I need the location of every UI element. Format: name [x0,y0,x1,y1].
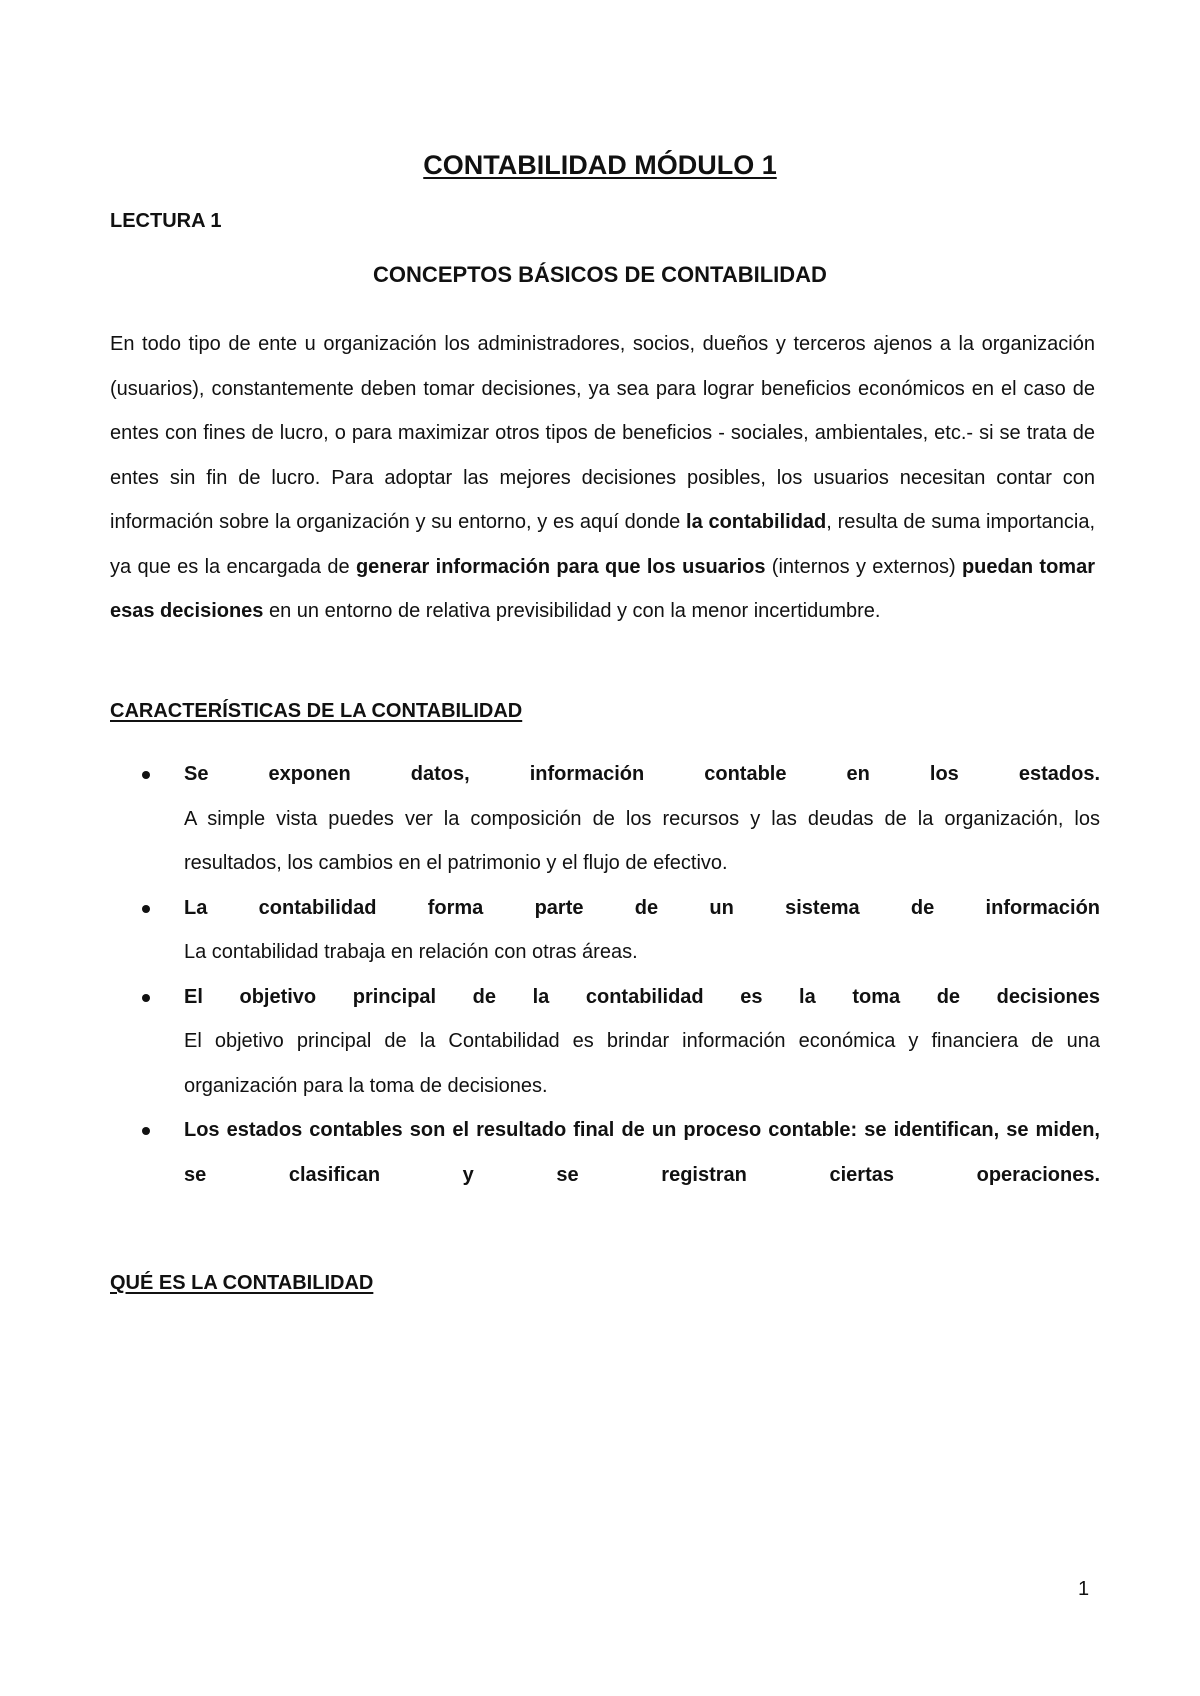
intro-bold-generar: generar información para que los usuarios [355,555,766,578]
intro-text-4: en un entorno de relativa previsibilidad y con la menor incertidumbre. [263,600,881,622]
list-item-body: La contabilidad trabaja en relación con otras áreas. [184,941,638,963]
bullet-icon [142,771,150,779]
que-es-heading: QUÉ ES LA CONTABILIDAD [110,1272,374,1294]
list-item [110,975,1100,1109]
list-item-heading: Se exponen datos, información contable en los estados. [184,763,1100,785]
intro-bold-decisiones: puedan tomar esas decisiones [110,555,1095,622]
list-item-body: A simple vista puedes ver la composición de los recursos y las deudas de la organización, los resultados, los cambios en el patrimonio y el flujo de efectivo. [184,807,1100,874]
intro-bold-contabilidad: la contabilidad [686,511,827,533]
document-title: CONTABILIDAD MÓDULO 1 [423,150,777,180]
list-item [110,752,1100,886]
section-subtitle: CONCEPTOS BÁSICOS DE CONTABILIDAD [373,262,827,287]
list-item [110,886,1100,975]
intro-text-3: (internos y externos) [765,555,962,578]
page-number: 1 [1078,1578,1090,1600]
characteristics-list [110,752,1100,1197]
characteristics-heading: CARACTERÍSTICAS DE LA CONTABILIDAD [110,700,523,722]
bullet-icon [142,905,150,913]
list-item-body: El objetivo principal de la Contabilidad es brindar información económica y financiera de una organización para la toma de decisiones. [184,1030,1100,1097]
list-item-heading: Los estados contables son el resultado final de un proceso contable: se identifican, se miden, se clasifican y se registran ciertas operaciones. [184,1119,1100,1186]
bullet-icon [142,1127,150,1135]
list-item [110,1108,1100,1197]
intro-text-2: , resulta de suma importancia, ya que es la encargada de [110,511,1095,578]
list-item-heading: El objetivo principal de la contabilidad es la toma de decisiones [184,985,1100,1008]
intro-paragraph [110,322,1095,634]
lectura-label: LECTURA 1 [110,210,222,232]
list-item-heading: La contabilidad forma parte de un sistema de información [184,896,1100,919]
intro-text-1: En todo tipo de ente u organización los administradores, socios, dueños y terceros ajenos a la organización (usuarios), constantemente deben tomar decisiones, ya sea para lograr beneficios económicos en el caso de entes con fines de lucro, o para maximizar otros tipos de beneficios - sociales, ambientales, etc.- si se trata de entes sin fin de lucro. Para adoptar las mejores decisiones posibles, los usuarios necesitan contar con información sobre la organización y su entorno, y es aquí donde [110,333,1095,533]
bullet-icon [142,994,150,1002]
